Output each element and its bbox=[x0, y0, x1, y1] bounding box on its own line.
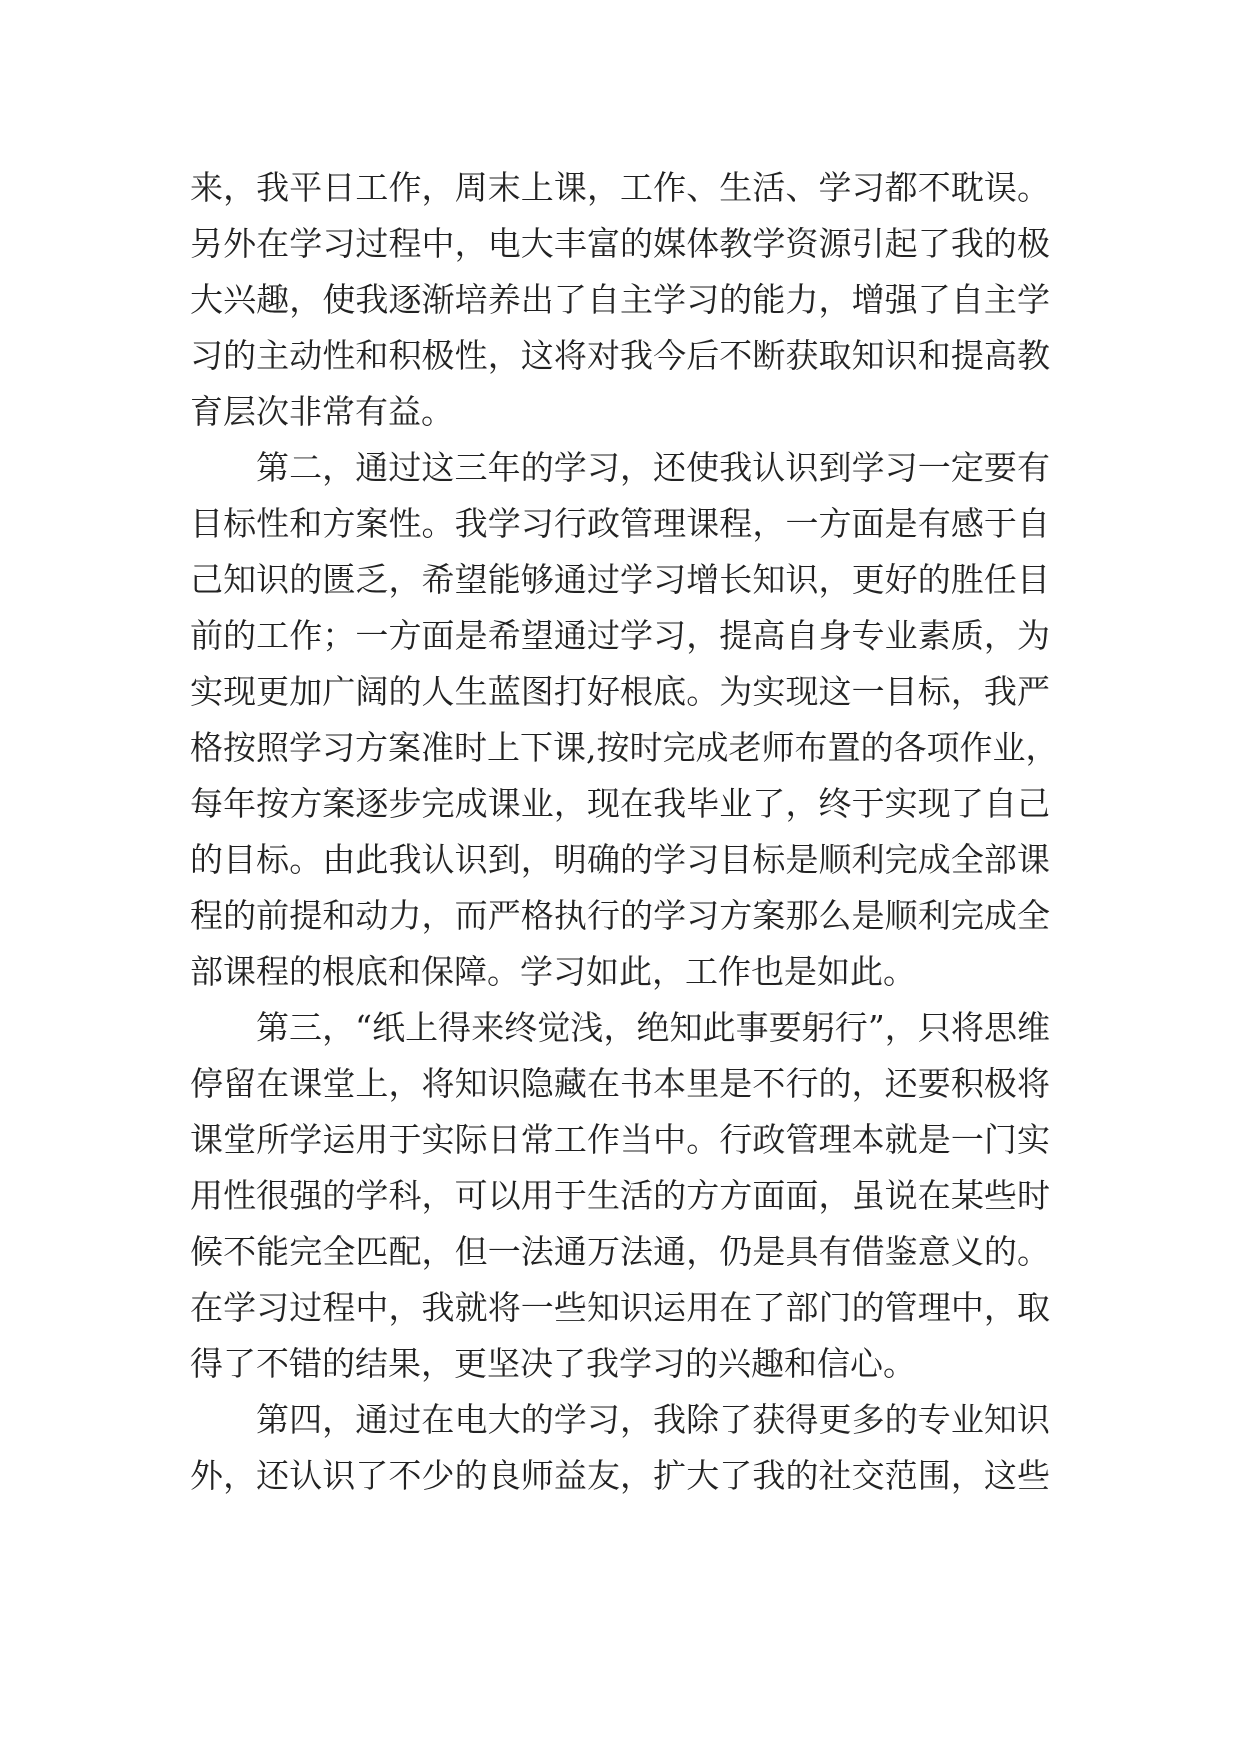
text-line: 来，我平日工作，周末上课，工作、生活、学习都不耽误。 bbox=[190, 168, 1050, 207]
text-line: 大兴趣，使我逐渐培养出了自主学习的能力，增强了自主学 bbox=[190, 280, 1050, 319]
text-line: 部课程的根底和保障。学习如此，工作也是如此。 bbox=[190, 952, 916, 991]
text-line: 停留在课堂上，将知识隐藏在书本里是不行的，还要积极将 bbox=[190, 1064, 1050, 1103]
text-line: 的目标。由此我认识到，明确的学习目标是顺利完成全部课 bbox=[190, 840, 1050, 879]
text-line: 在学习过程中，我就将一些知识运用在了部门的管理中，取 bbox=[190, 1288, 1050, 1327]
text-line: 候不能完全匹配，但一法通万法通，仍是具有借鉴意义的。 bbox=[190, 1232, 1050, 1271]
text-line: 第二，通过这三年的学习，还使我认识到学习一定要有 bbox=[256, 448, 1050, 487]
text-line: 用性很强的学科，可以用于生活的方方面面，虽说在某些时 bbox=[190, 1176, 1050, 1215]
text-line: 己知识的匮乏，希望能够通过学习增长知识，更好的胜任目 bbox=[190, 560, 1050, 599]
text-line: 每年按方案逐步完成课业，现在我毕业了，终于实现了自己 bbox=[190, 784, 1050, 823]
text-line: 第四，通过在电大的学习，我除了获得更多的专业知识 bbox=[256, 1400, 1050, 1439]
text-line: 目标性和方案性。我学习行政管理课程，一方面是有感于自 bbox=[190, 504, 1050, 543]
text-line: 程的前提和动力，而严格执行的学习方案那么是顺利完成全 bbox=[190, 896, 1050, 935]
text-line: 另外在学习过程中，电大丰富的媒体教学资源引起了我的极 bbox=[190, 224, 1050, 263]
text-line: 育层次非常有益。 bbox=[190, 392, 454, 431]
text-line: 外，还认识了不少的良师益友，扩大了我的社交范围，这些 bbox=[190, 1456, 1050, 1495]
text-line: 第三，“纸上得来终觉浅，绝知此事要躬行”，只将思维 bbox=[256, 1008, 1050, 1047]
text-line: 实现更加广阔的人生蓝图打好根底。为实现这一目标，我严 bbox=[190, 672, 1050, 711]
text-line: 得了不错的结果，更坚决了我学习的兴趣和信心。 bbox=[190, 1344, 916, 1383]
text-line: 前的工作；一方面是希望通过学习，提高自身专业素质，为 bbox=[190, 616, 1050, 655]
text-line: 课堂所学运用于实际日常工作当中。行政管理本就是一门实 bbox=[190, 1120, 1050, 1159]
text-line: 习的主动性和积极性，这将对我今后不断获取知识和提高教 bbox=[190, 336, 1050, 375]
document-body bbox=[190, 160, 1059, 1504]
text-line: 格按照学习方案准时上下课,按时完成老师布置的各项作业， bbox=[190, 728, 1059, 767]
